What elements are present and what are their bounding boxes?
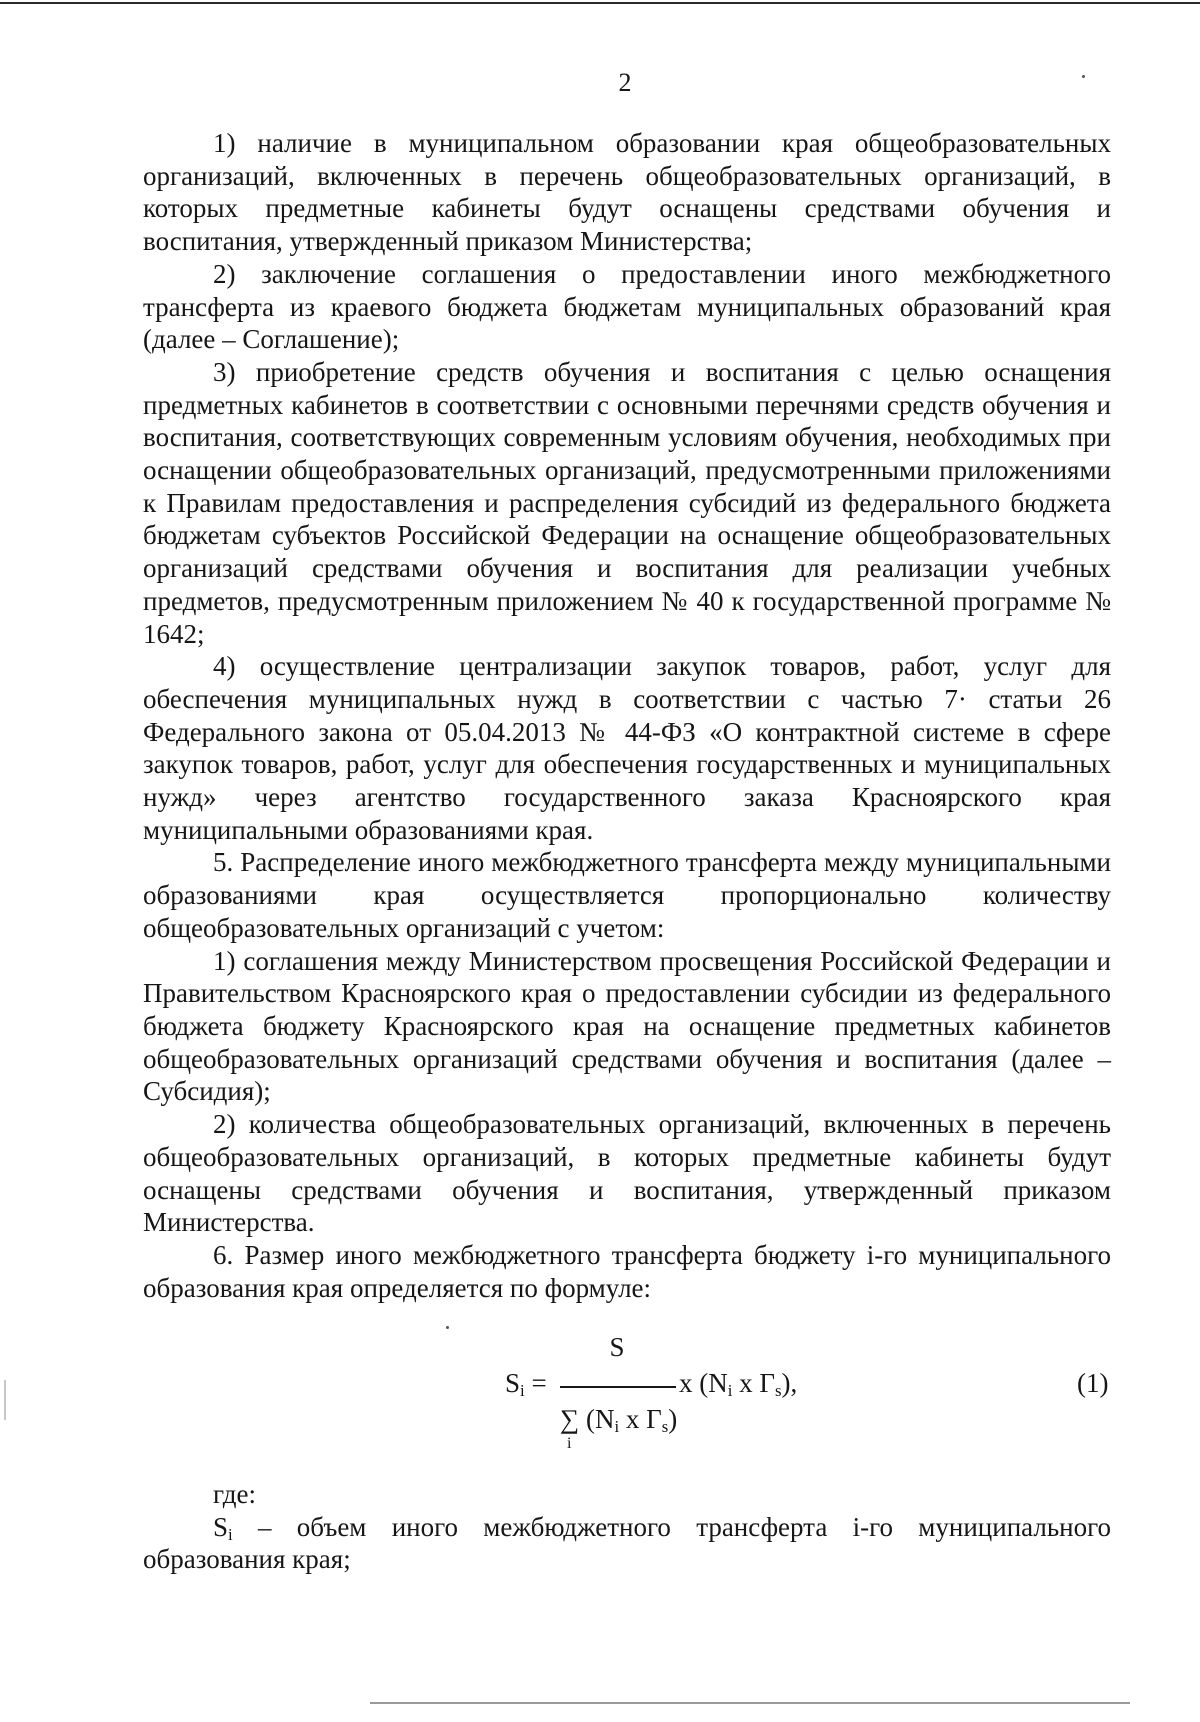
formula-numerator: S: [609, 1332, 625, 1362]
formula-multiplier: [679, 1368, 797, 1399]
paragraph-clause-6: 6. Размер иного межбюджетного трансферта бюджету i-го муниципального образования края определяется по формуле:: [143, 1239, 1111, 1303]
where-definition: [143, 1511, 1111, 1576]
formula-multiplier-mid: х Г: [732, 1368, 776, 1398]
formula-multiplier-sub-i: i: [727, 1381, 733, 1401]
formula-sum-sign: ∑: [560, 1404, 580, 1434]
formula-lhs-symbol: S: [505, 1368, 521, 1398]
formula-fraction-bar: [560, 1386, 676, 1388]
paragraph-clause-5: 5. Распределение иного межбюджетного трансферта между муниципальными образованиями края осуществляется пропорционально количеству общеобразовательных организаций с учетом:: [143, 847, 1111, 943]
scan-speck: [446, 1326, 449, 1329]
formula-sum-index: i: [567, 1435, 572, 1452]
definition-text: – объем иного межбюджетного трансферта i-го муниципального образования края;: [143, 1511, 1111, 1575]
formula-denominator-mid: х Г: [619, 1404, 662, 1434]
formula-denominator: [560, 1404, 677, 1435]
page-number: 2: [618, 68, 632, 97]
where-block: [143, 1478, 1111, 1576]
formula-denominator-close: ): [668, 1404, 678, 1434]
formula-denominator-sub-i: i: [614, 1417, 620, 1437]
definition-symbol: S: [213, 1511, 229, 1542]
formula-multiplier-sub-s: s: [775, 1381, 782, 1401]
paragraph-clause-5-item-2: 2) количества общеобразовательных организаций, включенных в перечень общеобразовательных организаций, в которых предметные кабинеты будут оснащены средствами обучения и воспитания, утвержденный приказом Министерства.: [143, 1109, 1111, 1238]
formula-multiplier-open: х (N: [679, 1368, 728, 1398]
formula-left-side: [505, 1368, 547, 1399]
top-edge-rule: [0, 2, 1200, 4]
formula-lhs-subscript: i: [520, 1381, 525, 1401]
formula-equals: =: [531, 1368, 547, 1398]
formula-equation-number: (1): [1077, 1368, 1109, 1398]
definition-subscript: i: [228, 1524, 233, 1544]
paragraph-item-4: 4) осуществление централизации закупок товаров, работ, услуг для обеспечения муниципальных нужд в соответствии с частью 7· статьи 26 Федерального закона от 05.04.2013 № 44-ФЗ «О контрактной системе в сфере закупок товаров, работ, услуг для обеспечения государственных и муниципальных нужд» через агентство государственного заказа Красноярского края муниципальными образованиями края.: [143, 651, 1111, 845]
bottom-edge-rule: [370, 1702, 1130, 1704]
formula-denominator-open: (N: [579, 1404, 615, 1434]
paragraph-clause-5-item-1: 1) соглашения между Министерством просвещения Российской Федерации и Правительством Красноярского края о предоставлении субсидии из федерального бюджета бюджету Красноярского края на оснащение предметных кабинетов общеобразовательных организаций средствами обучения и воспитания (далее – Субсидия);: [143, 945, 1111, 1107]
formula-block: [0, 1332, 1200, 1462]
where-intro: где:: [213, 1479, 256, 1509]
formula-denominator-sub-s: s: [661, 1417, 669, 1437]
document-body: [143, 127, 1111, 1304]
paragraph-item-3: 3) приобретение средств обучения и воспитания с целью оснащения предметных кабинетов в соответствии с основными перечнями средств обучения и воспитания, соответствующих современным условиям обучения, необходимых при оснащении общеобразовательных организаций, предусмотренными приложениями к Правилам предоставления и распределения субсидий из федерального бюджета бюджетам субъектов Российской Федерации на оснащение общеобразовательных организаций средствами обучения и воспитания для реализации учебных предметов, предусмотренным приложением № 40 к государственной программе № 1642;: [143, 356, 1111, 649]
paragraph-item-1: 1) наличие в муниципальном образовании края общеобразовательных организаций, включенных в перечень общеобразовательных организаций, в которых предметные кабинеты будут оснащены средствами обучения и воспитания, утвержденный приказом Министерства;: [143, 128, 1111, 257]
formula-multiplier-close: ),: [781, 1368, 798, 1398]
paragraph-item-2: 2) заключение соглашения о предоставлении иного межбюджетного трансферта из краевого бюджета бюджетам муниципальных образований края (далее – Соглашение);: [143, 258, 1111, 355]
